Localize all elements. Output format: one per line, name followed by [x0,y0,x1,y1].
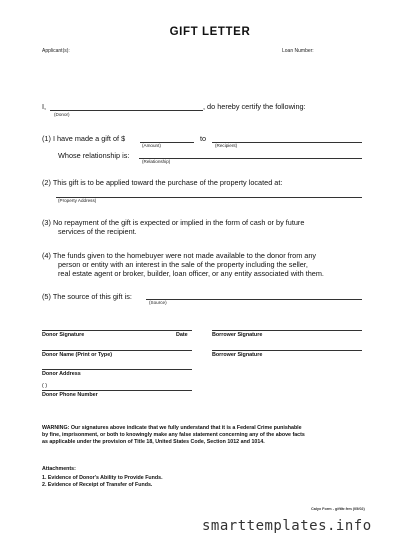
phone-area-code: ( ) [42,383,48,389]
item4-line3: real estate agent or broker, builder, loan officer, or any entity associated with them. [58,269,324,278]
recipient-caption: (Recipient) [215,143,238,148]
borrower-signature-line-2[interactable] [212,350,362,351]
item1-text: (1) I have made a gift of $ [42,134,126,143]
donor-signature-line[interactable] [42,330,192,331]
borrower-signature-line-1[interactable] [212,330,362,331]
donor-phone-line[interactable] [42,390,192,391]
item4-line2: person or entity with an interest in the sale of the property including the seller, [58,260,308,269]
donor-name-line[interactable] [50,110,203,111]
donor-name-print-line[interactable] [42,350,192,351]
attachment-item-1: 1. Evidence of Donor's Ability to Provide Funds. [42,475,163,481]
form-id: Calyx Form - giftltr.frm (05/02) [311,507,365,511]
certify-suffix: , do hereby certify the following: [203,102,306,111]
loan-number-label: Loan Number: [282,48,314,54]
relationship-label: Whose relationship is: [58,151,130,160]
item2-text: (2) This gift is to be applied toward the purchase of the property located at: [42,178,283,187]
donor-address-line[interactable] [42,369,192,370]
property-address-caption: (Property Address) [58,198,97,203]
donor-caption: (Donor) [54,112,70,117]
warning-line1: WARNING: Our signatures above indicate that we fully understand that it is a Federal Crime punishable [42,425,302,431]
item3-line2: services of the recipient. [58,227,137,236]
certify-prefix: I, [42,102,47,111]
source-line[interactable] [146,299,362,300]
borrower-signature-label-2: Borrower Signature [212,352,263,358]
attachments-heading: Attachments: [42,466,76,472]
source-caption: (Source) [149,300,167,305]
item3-line1: (3) No repayment of the gift is expected or implied in the form of cash or by future [42,218,305,227]
document-title: GIFT LETTER [169,26,251,38]
applicants-label: Applicant(s): [42,48,70,54]
date-label: Date [176,332,188,338]
relationship-line[interactable] [139,158,362,159]
donor-phone-label: Donor Phone Number [42,392,98,398]
amount-caption: (Amount) [142,143,161,148]
warning-line3: as applicable under the provision of Title 18, United States Code, Section 1012 and 1014. [42,439,265,445]
donor-name-print-label: Donor Name (Print or Type) [42,352,112,358]
item4-line1: (4) The funds given to the homebuyer were not made available to the donor from any [42,251,317,260]
relationship-caption: (Relationship) [142,159,171,164]
property-address-line[interactable] [56,197,362,198]
donor-signature-label: Donor Signature [42,332,85,338]
item5-text: (5) The source of this gift is: [42,292,132,301]
item1-to: to [200,134,207,143]
warning-line2: by fine, imprisonment, or both to knowingly make any false statement concerning any of the above facts [42,432,305,438]
attachment-item-2: 2. Evidence of Receipt of Transfer of Funds. [42,482,153,488]
borrower-signature-label-1: Borrower Signature [212,332,263,338]
watermark: smarttemplates.info [202,518,372,534]
donor-address-label: Donor Address [42,371,81,377]
